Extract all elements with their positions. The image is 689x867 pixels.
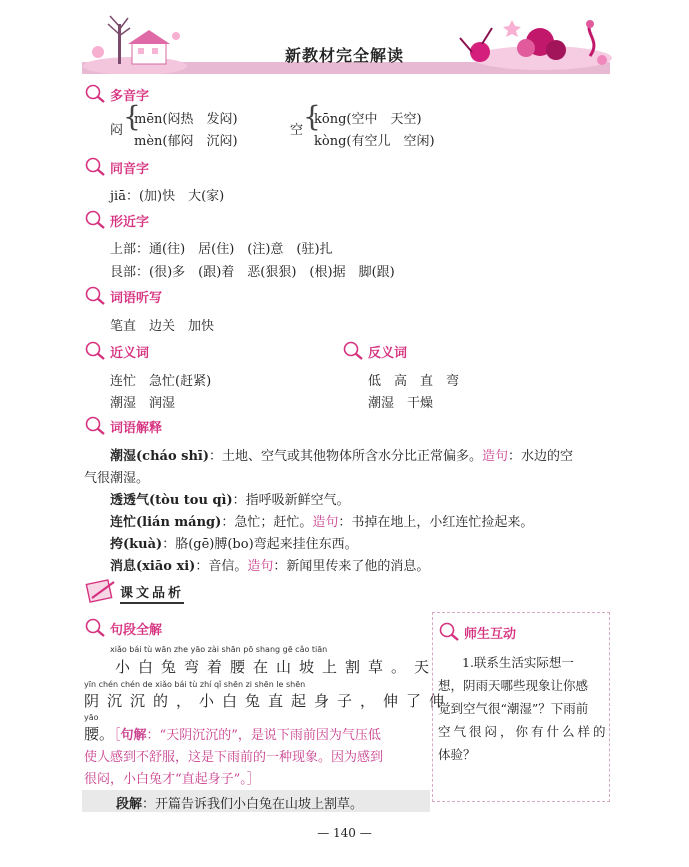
section-interaction: [438, 622, 516, 642]
explain-item-2: [110, 489, 350, 508]
section-explain: [84, 416, 162, 436]
note-line-2: 使人感到不舒服，这是下雨前的一种现象。因为感到: [84, 750, 384, 765]
pinyin-line-1: xiǎo bái tù wān zhe yāo zài shān pō shang gē cǎo tiān: [110, 645, 328, 654]
magnifier-icon: [84, 618, 106, 638]
poly-kong-2: kòng(有空儿 空闲): [314, 134, 435, 149]
poly-men-2: mèn(郁闷 沉闷): [134, 134, 238, 149]
section-title: 同音字: [110, 161, 150, 177]
poly-kong-1: kōng(空中 天空): [314, 112, 422, 127]
interaction-line-2: 想，阴雨天哪些现象让你感: [438, 678, 589, 693]
interaction-line-4: 空气很闷，你有什么样的: [438, 724, 609, 739]
section-title: 形近字: [110, 214, 150, 230]
bracket: ［: [114, 728, 121, 743]
interaction-line-1: 1.联系生活实际想一: [462, 655, 574, 670]
brace-icon: {: [123, 100, 141, 133]
example: ：书掉在地上，小红连忙捡起来。: [338, 515, 534, 530]
example-label: 造句: [482, 449, 509, 464]
section-title: 近义词: [110, 345, 150, 361]
explain-item-5: [110, 555, 429, 574]
magnifier-icon: [84, 157, 106, 177]
section-title: 词语听写: [110, 290, 163, 306]
pencil-note-icon: [84, 578, 118, 604]
section-title: 反义词: [368, 345, 408, 361]
term: 透透气(tòu tou qì): [110, 493, 233, 508]
section-text-analysis: 课文品析: [120, 582, 184, 604]
explain-item-1: [110, 445, 573, 464]
dictation-line: 笔直 边关 加快: [110, 319, 215, 334]
brace-icon: {: [303, 100, 321, 133]
magnifier-icon: [84, 84, 106, 104]
note-text: ：“天阴沉沉的”，是说下雨前因为气压低: [146, 728, 381, 743]
antonym-line-2: 潮湿 干燥: [368, 396, 434, 411]
summary-label: 段解: [116, 797, 143, 812]
note-line-3: 很闷，小白兔才“直起身子”。］: [84, 772, 260, 787]
page-number: — 140 —: [317, 826, 372, 840]
header-title: 新教材完全解读: [284, 46, 404, 65]
magnifier-icon: [84, 210, 106, 230]
section-title: 词语解释: [110, 420, 163, 436]
summary-content: ：开篇告诉我们小白兔在山坡上割草。: [142, 797, 364, 812]
definition: ：音信。: [195, 559, 248, 574]
synonym-line-1: 连忙 急忙(赶紧): [110, 374, 212, 389]
interaction-line-5: 体验？: [438, 747, 476, 762]
passage-char: 腰。: [84, 725, 115, 743]
section-title: 句段全解: [110, 622, 163, 638]
section-antonym: [342, 341, 407, 361]
term: 消息(xiāo xi): [110, 559, 196, 574]
similar-line-2: 艮部：(很)多 (跟)着 恶(狠狠) (根)据 脚(跟): [110, 265, 395, 280]
magnifier-icon: [84, 416, 106, 436]
passage-line-3: [84, 723, 381, 744]
magnifier-icon: [84, 286, 106, 306]
section-similar: [84, 210, 149, 230]
poly-men-1: mēn(闷热 发闷): [134, 112, 238, 127]
example-label: 造句: [312, 515, 339, 530]
explain-item-4: [110, 533, 358, 552]
magnifier-icon: [438, 622, 460, 642]
similar-line-1: 上部：通(往) 居(住) (注)意 (驻)扎: [110, 242, 333, 257]
poly-char-kong: 空: [290, 123, 304, 138]
definition: ：急忙；赶忙。: [221, 515, 313, 530]
explain-item-3: [110, 511, 533, 530]
passage-line-2: 阴沉沉的，小白兔直起身子，伸了伸: [84, 692, 453, 710]
antonym-line-1: 低 高 直 弯: [368, 374, 460, 389]
explain-item-1-cont: 气很潮湿。: [84, 471, 150, 486]
synonym-line-2: 潮湿 润湿: [110, 396, 176, 411]
magnifier-icon: [342, 341, 364, 361]
term: 挎(kuà): [110, 537, 163, 552]
example: ：水边的空: [508, 449, 574, 464]
pinyin-line-3: yāo: [84, 713, 99, 722]
summary-text: [116, 793, 363, 812]
note-label: 句解: [120, 728, 147, 743]
example: ：新闻里传来了他的消息。: [273, 559, 430, 574]
example-label: 造句: [247, 559, 274, 574]
section-synonym: [84, 341, 149, 361]
homophone-line: jiā：(加)快 大(家): [110, 189, 225, 204]
definition: ：指呼吸新鲜空气。: [232, 493, 350, 508]
definition: ：胳(gē)膊(bo)弯起来挂住东西。: [162, 537, 358, 552]
section-sentence: [84, 618, 162, 638]
passage-line-1: 小白兔弯着腰在山坡上割草。天: [115, 658, 438, 676]
interaction-line-3: 觉到空气很“潮湿”？下雨前: [438, 701, 589, 716]
term: 潮湿(cháo shī): [110, 449, 209, 464]
section-dictation: [84, 286, 162, 306]
poly-char-men: 闷: [110, 123, 124, 138]
section-title: 多音字: [110, 88, 150, 104]
magnifier-icon: [84, 341, 106, 361]
section-homophone: [84, 157, 149, 177]
term: 连忙(lián máng): [110, 515, 222, 530]
definition: ：土地、空气或其他物体所含水分比正常偏多。: [209, 449, 483, 464]
section-title: 师生互动: [464, 626, 517, 642]
pinyin-line-2: yīn chén chén de xiǎo bái tù zhí qǐ shēn zi shēn le shēn: [84, 680, 306, 689]
